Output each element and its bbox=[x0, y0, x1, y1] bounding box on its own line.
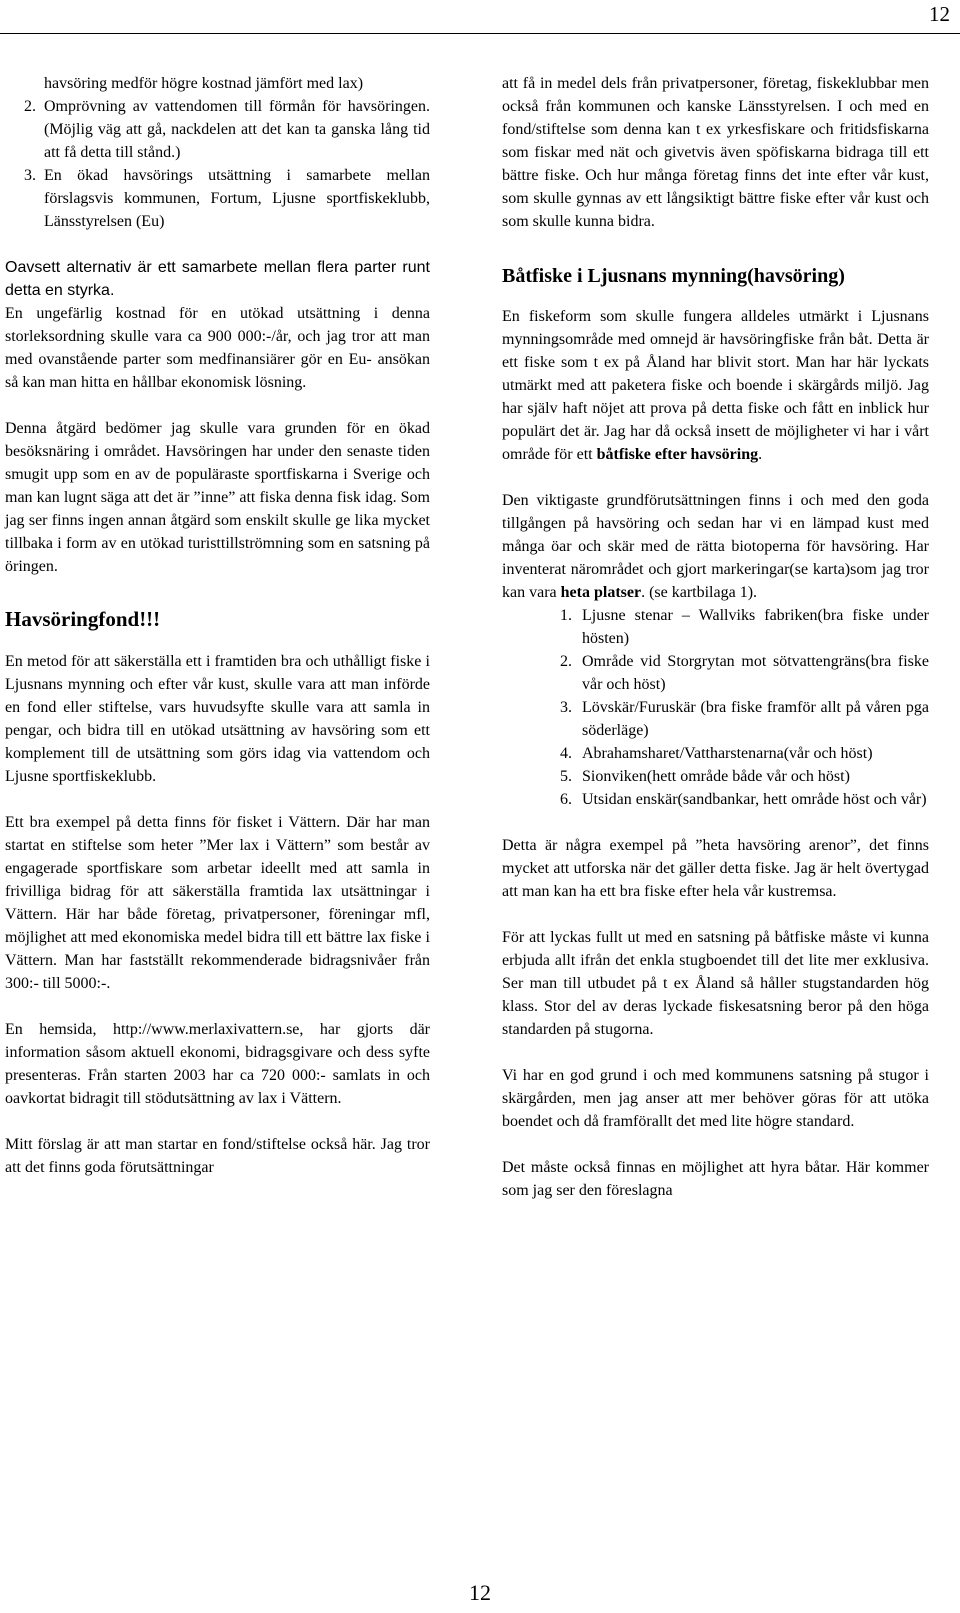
paragraph: Denna åtgärd bedömer jag skulle vara grunden för en ökad besöksnäring i området. Havsöringen har under den senaste tiden smugit upp som en av de populäraste sportfiskarna i Sverige och man kan lugnt säga att det är ”inne” att fiska denna fisk idag. Som jag ser finns ingen annan åtgärd som enskilt skulle ge lika mycket tillbaka i form av en utökad turisttillströmning som en satsning på öringen. bbox=[5, 420, 430, 575]
paragraph: En hemsida, http://www.merlaxivattern.se, har gjorts där information såsom aktuell ekonomi, bidragsgivare och dess syfte presenteras. Från starten 2003 har ca 720 000:- samlats in och oavkortat bidragit till stödutsättning av lax i Vättern. bbox=[5, 1021, 430, 1107]
paragraph: Ett bra exempel på detta finns för fisket i Vättern. Där har man startat en stiftelse som heter ”Mer lax i Vättern” som består av engagerade sportfiskare som arbetar ideellt med att samla in frivilliga bidrag för att säkerställa framtida lax utsättningar i Vättern. Här har både företag, privatpersoner, föreningar mfl, möjlighet att med ekonomiska medel bidra till ett bättre lax fiske i Vättern. Man har fastställt rekommenderade bidragsnivåer från 300:- till 5000:-. bbox=[5, 814, 430, 992]
section-heading-boat-fishing: Båtfiske i Ljusnans mynning(havsöring) bbox=[502, 265, 845, 287]
paragraph: En metod för att säkerställa ett i framtiden bra och uthålligt fiske i Ljusnans mynning och efter vår kust, skulle vara att man införde en fond eller stiftelse, vars huvudsyfte skulle vara att samla in pengar, och bidra till en utökad utsättning av havsöring som ett komplement till de utsättning som görs idag via vattendom och Ljusne sportfiskeklubb. bbox=[5, 653, 430, 785]
paragraph: att få in medel dels från privatpersoner, företag, fiskeklubbar men också från kommunen och kanske Länsstyrelsen. I och med en fond/stiftelse som denna kan t ex yrkesfiskare och fritidsfiskarna som fiskar med nät och givetvis även spöfiskarna bidraga till ett bättre fiske. Och hur många företag finns det inte efter vår kust, som skulle gynnas av ett långsiktigt bättre fiske efter vår kust och som skulle kunna bidra. bbox=[502, 75, 929, 230]
paragraph: Mitt förslag är att man startar en fond/stiftelse också här. Jag tror att det finns goda förutsättningar bbox=[5, 1136, 430, 1176]
paragraph: En fiskeform som skulle fungera alldeles utmärkt i Ljusnans mynningsområde med omnejd är havsöringfiske från båt. Detta är ett fiske som t ex på Åland har blivit stort. Man har här lyckats utmärkt med att paketera fiske och boende i skärgårds miljö. Jag har själv haft nöjet att prova på detta fiske och fått en inblick hur populärt det är. Jag har då också insett de möjligheter vi har i vårt område för ett båtfiske efter havsöring. bbox=[502, 308, 929, 463]
section-heading-fund: Havsöringfond!!! bbox=[5, 607, 161, 631]
list-item: 3. Lövskär/Furuskär (bra fiske framför allt på våren pga söderläge) bbox=[576, 696, 929, 742]
list-item: 4. Abrahamsharet/Vattharstenarna(vår och höst) bbox=[576, 742, 929, 765]
list-item: havsöring medför högre kostnad jämfört med lax) bbox=[44, 75, 364, 92]
header-rule bbox=[0, 33, 960, 34]
list-item: 6. Utsidan enskär(sandbankar, hett område höst och vår) bbox=[576, 788, 929, 811]
paragraph: En ungefärlig kostnad för en utökad utsättning i denna storleksordning skulle vara ca 900 000:-/år, och jag tror att man med ovanstående parter som medfinansiärer gör en Eu- ansökan så kan man hitta en hållbar ekonomisk lösning. bbox=[5, 305, 430, 391]
paragraph: Oavsett alternativ är ett samarbete mellan flera parter runt detta en styrka. bbox=[5, 259, 430, 299]
bold-text: heta platser bbox=[560, 584, 642, 601]
page-number-bottom: 12 bbox=[469, 1580, 491, 1605]
list-item: 5. Sionviken(hett område både vår och höst) bbox=[576, 765, 929, 788]
paragraph: För att lyckas fullt ut med en satsning på båtfiske måste vi kunna erbjuda allt ifrån det enkla stugboendet till det lite mer exklusiva. Ser man till utbudet på t ex Åland så håller stugstandarden hög klass. Stor del av deras lyckade fiskesatsning beror på den höga standarden på stugorna. bbox=[502, 929, 929, 1038]
right-column bbox=[502, 72, 929, 1202]
paragraph: Vi har en god grund i och med kommunens satsning på stugor i skärgården, men jag anser att mer behöver göras för att utöka boendet och då framförallt det med lite högre standard. bbox=[502, 1067, 929, 1130]
paragraph: Detta är några exempel på ”heta havsöring arenor”, det finns mycket att utforska när det gäller detta fiske. Jag är helt övertygad att man kan ha ett bra fiske efter hela vår kustremsa. bbox=[502, 837, 929, 900]
list-item: 2. Omprövning av vattendomen till förmån för havsöringen.(Möjlig väg att gå, nackdelen att det kan ta ganska lång tid att få detta till stånd.) bbox=[40, 95, 430, 164]
list-item: 1. Ljusne stenar – Wallviks fabriken(bra fiske under hösten) bbox=[576, 604, 929, 650]
page-number-top: 12 bbox=[929, 2, 950, 26]
list-item: 2. Område vid Storgrytan mot sötvattengräns(bra fiske vår och höst) bbox=[576, 650, 929, 696]
paragraph: Den viktigaste grundförutsättningen finns i och med den goda tillgången på havsöring och sedan har vi en lämpad kust med många öar och skär med de rätta biotoperna för havsöring. Har inventerat närområdet och gjort markeringar(se karta)som jag tror kan vara heta platser. (se kartbilaga 1). bbox=[502, 492, 929, 601]
left-column bbox=[5, 72, 430, 1179]
intro-list bbox=[5, 72, 430, 233]
list-item: 3. En ökad havsörings utsättning i samarbete mellan förslagsvis kommunen, Fortum, Ljusne sportfiskeklubb, Länsstyrelsen (Eu) bbox=[40, 164, 430, 233]
paragraph: Det måste också finnas en möjlighet att hyra båtar. Här kommer som jag ser den föreslagna bbox=[502, 1159, 929, 1199]
hot-spots-list bbox=[502, 604, 929, 811]
bold-text: båtfiske efter havsöring bbox=[596, 446, 759, 463]
